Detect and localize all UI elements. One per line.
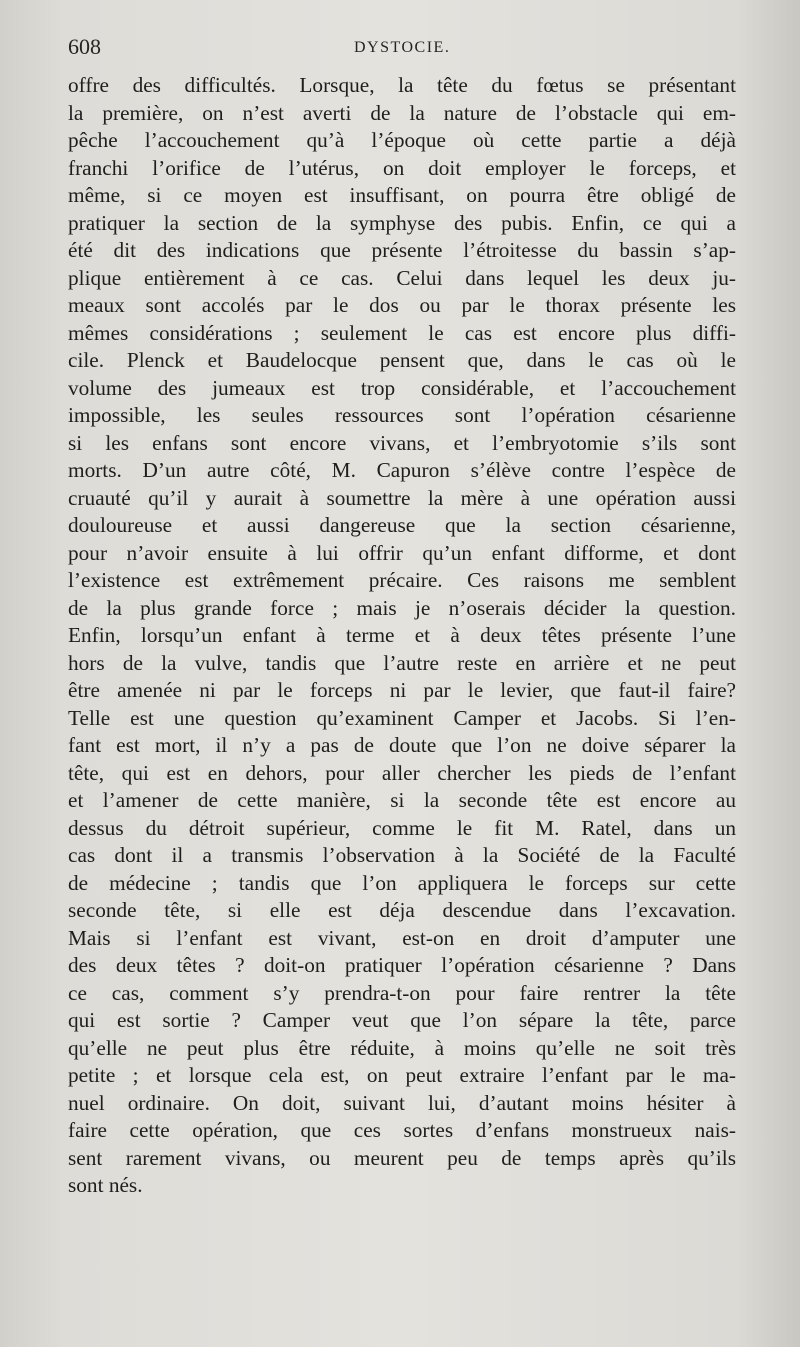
text-line: même, si ce moyen est insuffisant, on pourra être obligé de bbox=[68, 183, 736, 207]
text-line: cruauté qu’il y aurait à soumettre la mère à une opération aussi bbox=[68, 485, 736, 510]
page-number: 608 bbox=[68, 34, 101, 59]
text-line: de médecine ; tandis que l’on appliquera le forceps sur cette bbox=[68, 870, 736, 895]
text-line: mêmes considérations ; seulement le cas est encore plus diffi- bbox=[68, 320, 736, 345]
text-line: Enfin, lorsqu’un enfant à terme et à deux têtes présente l’une bbox=[68, 623, 736, 647]
text-line: ce cas, comment s’y prendra-t-on pour faire rentrer la tête bbox=[68, 980, 736, 1005]
text-line: si les enfans sont encore vivans, et l’embryotomie s’ils sont bbox=[68, 430, 736, 455]
text-line: seconde tête, si elle est déja descendue dans l’excavation. bbox=[68, 898, 736, 922]
text-line: la première, on n’est averti de la nature de l’obstacle qui em- bbox=[68, 100, 736, 125]
text-line: tête, qui est en dehors, pour aller chercher les pieds de l’enfant bbox=[68, 760, 736, 785]
text-line: fant est mort, il n’y a pas de doute que l’on ne doive séparer la bbox=[68, 733, 736, 757]
text-line: faire cette opération, que ces sortes d’enfans monstrueux nais- bbox=[68, 1118, 736, 1142]
text-line: pour n’avoir ensuite à lui offrir qu’un enfant difforme, et dont bbox=[68, 540, 736, 565]
text-line: été dit des indications que présente l’étroitesse du bassin s’ap- bbox=[68, 238, 736, 262]
text-line: sent rarement vivans, ou meurent peu de temps après qu’ils bbox=[68, 1145, 736, 1170]
text-line: cile. Plenck et Baudelocque pensent que, dans le cas où le bbox=[68, 348, 736, 372]
text-line: l’existence est extrêmement précaire. Ces raisons me semblent bbox=[68, 568, 736, 592]
text-line: pêche l’accouchement qu’à l’époque où cette partie a déjà bbox=[68, 128, 736, 152]
text-line: petite ; et lorsque cela est, on peut extraire l’enfant par le ma- bbox=[68, 1063, 736, 1087]
text-line: être amenée ni par le forceps ni par le levier, que faut-il faire? bbox=[68, 678, 736, 702]
text-line: et l’amener de cette manière, si la seconde tête est encore au bbox=[68, 788, 736, 812]
text-line: pratiquer la section de la symphyse des pubis. Enfin, ce qui a bbox=[68, 210, 736, 235]
text-line: nuel ordinaire. On doit, suivant lui, d’autant moins hésiter à bbox=[68, 1090, 736, 1115]
text-line: de la plus grande force ; mais je n’oserais décider la question. bbox=[68, 595, 736, 620]
text-line: hors de la vulve, tandis que l’autre reste en arrière et ne peut bbox=[68, 650, 736, 675]
body-text bbox=[68, 72, 736, 1200]
running-head: DYSTOCIE. bbox=[354, 39, 451, 56]
text-line: offre des difficultés. Lorsque, la tête du fœtus se présentant bbox=[68, 73, 736, 97]
text-line: qui est sortie ? Camper veut que l’on sépare la tête, parce bbox=[68, 1008, 736, 1032]
text-line: sont nés. bbox=[68, 1173, 143, 1197]
text-line: qu’elle ne peut plus être réduite, à moins qu’elle ne soit très bbox=[68, 1035, 736, 1060]
text-line: volume des jumeaux est trop considérable, et l’accouchement bbox=[68, 375, 736, 400]
text-line: morts. D’un autre côté, M. Capuron s’élève contre l’espèce de bbox=[68, 458, 736, 482]
text-line: douloureuse et aussi dangereuse que la section césarienne, bbox=[68, 513, 736, 537]
page-header bbox=[68, 34, 736, 66]
text-line: des deux têtes ? doit-on pratiquer l’opération césarienne ? Dans bbox=[68, 953, 736, 977]
text-line: impossible, les seules ressources sont l’opération césarienne bbox=[68, 403, 736, 427]
text-line: Telle est une question qu’examinent Camper et Jacobs. Si l’en- bbox=[68, 705, 736, 730]
text-line: meaux sont accolés par le dos ou par le thorax présente les bbox=[68, 293, 736, 317]
text-line: plique entièrement à ce cas. Celui dans lequel les deux ju- bbox=[68, 265, 736, 290]
text-line: dessus du détroit supérieur, comme le fit M. Ratel, dans un bbox=[68, 815, 736, 840]
text-line: franchi l’orifice de l’utérus, on doit employer le forceps, et bbox=[68, 155, 736, 180]
text-line: Mais si l’enfant est vivant, est-on en droit d’amputer une bbox=[68, 925, 736, 950]
text-line: cas dont il a transmis l’observation à la Société de la Faculté bbox=[68, 843, 736, 867]
